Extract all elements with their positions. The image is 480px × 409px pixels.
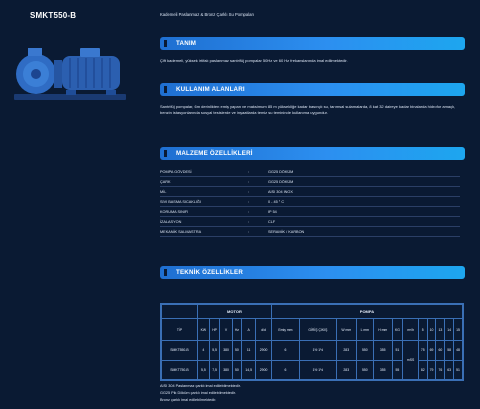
col-header: 13 xyxy=(436,319,445,341)
col-header: 5 xyxy=(418,319,427,341)
spec-sep: : xyxy=(248,180,250,184)
spec-row xyxy=(160,228,460,237)
spec-sep: : xyxy=(248,230,250,234)
table-cell: 14,5 xyxy=(242,360,256,380)
table-row xyxy=(162,341,463,361)
col-header: 14 xyxy=(445,319,454,341)
col-header: GİRİŞ ÇIKIŞ xyxy=(299,319,336,341)
table-cell: 283 xyxy=(336,341,356,361)
notes xyxy=(160,383,460,404)
table-cell: 550 xyxy=(356,341,373,361)
spec-value: CLF xyxy=(268,220,276,224)
spec-sep: : xyxy=(248,210,250,214)
spec-sep: : xyxy=(248,220,250,224)
spec-value: SERAMİK / KARBON xyxy=(268,230,305,234)
table-cell: 2900 xyxy=(256,360,272,380)
table-cell: 550 xyxy=(356,360,373,380)
table-cell: 6 xyxy=(271,360,299,380)
spec-sep: : xyxy=(248,170,250,174)
table-cell: 6 xyxy=(271,341,299,361)
spec-value: 0 - 45 ° C xyxy=(268,200,285,204)
table-cell: 51 xyxy=(454,360,463,380)
section-teknik-title: TEKNİK ÖZELLİKLER xyxy=(176,269,243,276)
table-cell: 355 xyxy=(373,360,392,380)
spec-key: KORUMA SINIFI xyxy=(160,210,189,214)
table-header-row xyxy=(162,319,463,341)
table-cell: 55 xyxy=(392,360,403,380)
section-tanim-title: TANIM xyxy=(176,40,197,47)
table-cell: SMKT550-B xyxy=(162,341,198,361)
tanim-text: Çift kademeli, yüksek irtifalı paslanmaz santrifüj pompalar 50Hz ve 60 Hz frekanslarında imal edilmektedir. xyxy=(160,58,348,63)
table-cell: 1½ 1½ xyxy=(299,360,336,380)
spec-key: SIVI BASMA SICAKLIĞI xyxy=(160,200,201,204)
col-header: d/d xyxy=(256,319,272,341)
pump-image xyxy=(10,36,130,106)
col-header: HP xyxy=(209,319,220,341)
section-teknik-header xyxy=(160,266,465,279)
table-cell: 5,5 xyxy=(209,341,220,361)
table-row xyxy=(162,360,463,380)
table-cell: 51 xyxy=(392,341,403,361)
section-kullanim-header xyxy=(160,83,465,96)
subtitle: Kademeli Paslanmaz & Bronz Çarklı Su Pompaları xyxy=(160,12,255,17)
group-motor: MOTOR xyxy=(197,305,271,319)
spec-key: ÇARK xyxy=(160,180,171,184)
note-line: AISI 304 Paslanmaz çarklı imal edilebilmektedir. xyxy=(160,384,241,388)
spec-value: GG25 DÖKÜM xyxy=(268,170,294,174)
spec-row xyxy=(160,198,460,207)
col-header: 10 xyxy=(427,319,436,341)
table-cell: 2900 xyxy=(256,341,272,361)
table-cell: 76 xyxy=(436,360,445,380)
spec-table xyxy=(160,303,464,381)
table-cell: 69 xyxy=(427,341,436,361)
note-line: Bronz çarklı imal edilebilmektedir. xyxy=(160,398,217,402)
col-header: KG xyxy=(392,319,403,341)
spec-value: GG25 DÖKÜM xyxy=(268,180,294,184)
table-cell: SMKT750-B xyxy=(162,360,198,380)
note-line: GG25 Pik Döküm çarklı imal edilebilmektedir. xyxy=(160,391,236,395)
col-header: Hz xyxy=(232,319,242,341)
spec-value: AISI 304 INOX xyxy=(268,190,293,194)
col-header: V xyxy=(220,319,232,341)
kullanim-text: Santrifüj pompalar, 6m derinlikten emiş yapan ve maksimum 85 m yüksekliğe kadar basınçlı su, tarımsal sulamalarda, 8 kat 32 daireye kadar binalarda hidrofor amaçlı, benzin istasyonlarında sosyal tesislerde ve inşaatlarda temiz su temininde kullanıma uygundur. xyxy=(160,104,456,116)
col-header: A xyxy=(242,319,256,341)
table-cell: 75 xyxy=(418,341,427,361)
section-tanim-header xyxy=(160,37,465,50)
flow-label-cell: mSS xyxy=(403,341,418,380)
section-kullanim-title: KULLANIM ALANLARI xyxy=(176,86,245,93)
table-cell: 380 xyxy=(220,341,232,361)
table-cell: 48 xyxy=(454,341,463,361)
table-corner xyxy=(162,305,198,319)
spec-row xyxy=(160,188,460,197)
spec-key: MEKANİK SALMASTRA xyxy=(160,230,202,234)
section-malzeme-title: MALZEME ÖZELLİKLERİ xyxy=(176,150,253,157)
col-header: Emiş mm xyxy=(271,319,299,341)
table-cell: 11 xyxy=(242,341,256,361)
col-header: KW xyxy=(197,319,209,341)
spec-key: İZALASYON xyxy=(160,220,182,224)
table-cell: 82 xyxy=(418,360,427,380)
spec-value: IP 54 xyxy=(268,210,277,214)
table-cell: 283 xyxy=(336,360,356,380)
table-cell: 79 xyxy=(427,360,436,380)
table-cell: 4 xyxy=(197,341,209,361)
table-cell: 60 xyxy=(436,341,445,361)
col-header: TİP xyxy=(162,319,198,341)
spec-row xyxy=(160,208,460,217)
col-header: L mm xyxy=(356,319,373,341)
spec-row xyxy=(160,168,460,177)
col-header: 15 xyxy=(454,319,463,341)
section-malzeme-header xyxy=(160,147,465,160)
table-cell: 380 xyxy=(220,360,232,380)
spec-sep: : xyxy=(248,190,250,194)
table-cell: 50 xyxy=(232,360,242,380)
spec-key: POMPA GÖVDESİ xyxy=(160,170,192,174)
spec-sep: : xyxy=(248,200,250,204)
spec-row xyxy=(160,218,460,227)
col-header: H mm xyxy=(373,319,392,341)
col-header: m³/h xyxy=(403,319,418,341)
table-cell: 63 xyxy=(445,360,454,380)
table-cell: 50 xyxy=(232,341,242,361)
model-title: SMKT550-B xyxy=(30,11,77,20)
table-cell: 5,5 xyxy=(197,360,209,380)
spec-row xyxy=(160,178,460,187)
table-cell: 355 xyxy=(373,341,392,361)
col-header: W mm xyxy=(336,319,356,341)
spec-key: MİL xyxy=(160,190,167,194)
table-cell: 7,5 xyxy=(209,360,220,380)
table-cell: 58 xyxy=(445,341,454,361)
table-cell: 1½ 1½ xyxy=(299,341,336,361)
group-pompa: POMPA xyxy=(271,305,462,319)
